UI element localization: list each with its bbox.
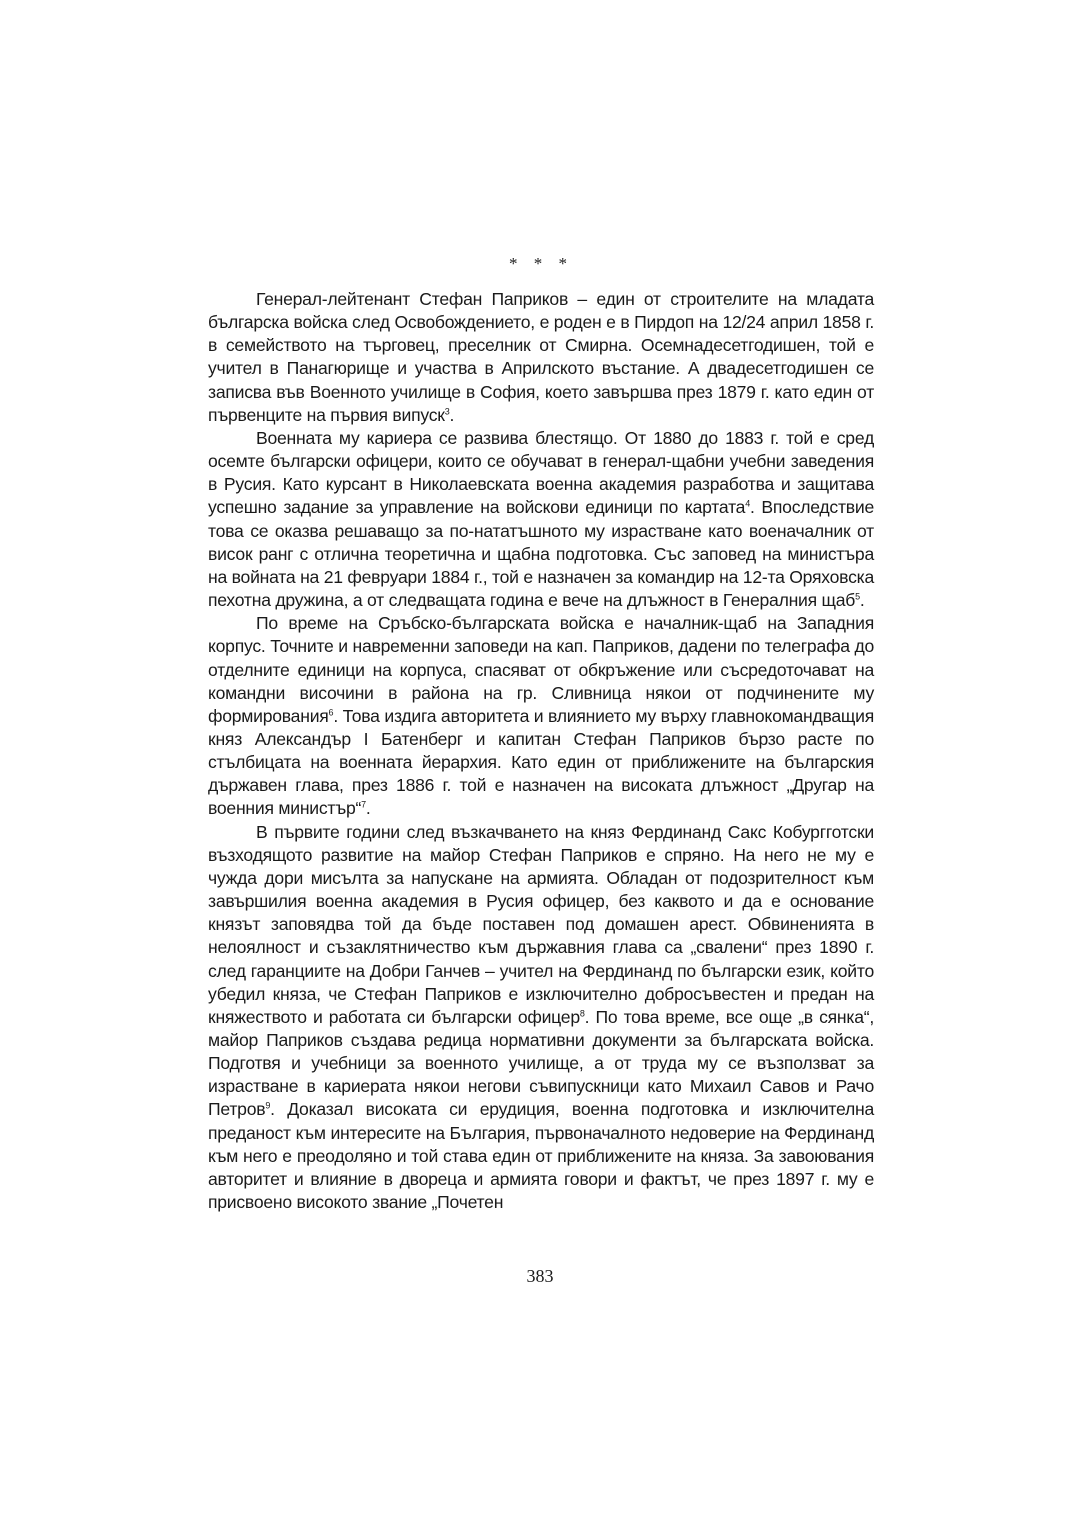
paragraph-text: .: [859, 590, 865, 611]
paragraph-text: . По това време, все още „в сянка“, майор Паприков създава редица нормативни документи за българската войска. Подготвя и учебници за военното училище, а от труда му се възползват за израстване в кариерата някои негови съвипускници като Михаил Савов и Рачо Петров: [208, 1006, 874, 1120]
paragraph-text: .: [449, 404, 455, 425]
paragraph-text: Военната му кариера се развива блестящо. От 1880 до 1883 г. той е сред осемте български офицери, които се обучават в генерал-щабни учебни заведения в Русия. Като курсант в Николаевската военна академия разработва и защитава успешно задание за управление на войскови единици по картата: [208, 427, 874, 518]
paragraph-text: В първите години след възкачването на княз Фердинанд Сакс Кобургготски възходящото развитие на майор Стефан Паприков е спряно. На него не му е чужда дори мисълта за напускане на армията. Обладан от подозрителност към завършилия военна академия в Русия офицер, без каквото и да е основание князът заповядва той да бъде поставен под домашен арест. Обвиненията в нелоялност и съзаклятничество към държавния глава са „свалени“ през 1890 г. след гаранциите на Добри Ганчев – учител на Фердинанд по български език, който убедил княза, че Стефан Паприков е изключително добросъвестен и предан на княжеството и работата си български офицер: [208, 821, 874, 1027]
paragraph-text: . Това издига авторитета и влиянието му върху главнокомандващия княз Александър I Батенберг и капитан Стефан Паприков бързо расте по стълбицата на военната йерархия. Като един от приближените на българския държавен глава, през 1886 г. той е назначен на високата длъжност „Другар на военния министър“: [208, 705, 874, 819]
section-separator: * * *: [509, 254, 573, 273]
footnote-ref: 3: [444, 406, 450, 417]
page-body: [208, 252, 874, 1214]
page-number: 383: [526, 1266, 554, 1286]
paragraph-text: .: [365, 798, 371, 819]
paragraph-text: . Впоследствие това се оказва решаващо за по-нататъшното му израстване като военачалник от висок ранг с отлична теоретична и щабна подготовка. Със заповед на министъра на войната на 21 февруари 1884 г., той е назначен за командир на 12-та Оряховска пехотна дружина, а от следващата година е вече на длъжност в Генералния щаб: [208, 497, 874, 611]
paragraph-1: [208, 288, 874, 427]
footnote-ref: 6: [328, 707, 334, 718]
paragraph-text: По време на Сръбско-българската войска е началник-щаб на Западния корпус. Точните и навременни заповеди на кап. Паприков, дадени по телеграфа до отделните единици на корпуса, спасяват от обкръжение или съсредоточават на командни височини в района на гр. Сливница някои от подчинените му формирования: [208, 613, 874, 726]
paragraph-3: [208, 612, 874, 820]
footnote-ref: 8: [579, 1008, 585, 1019]
paragraph-4: [208, 821, 874, 1215]
paragraph-text: . Доказал високата си ерудиция, военна подготовка и изключителна преданост към интересите на България, първоначалното недоверие на Фердинанд към него е преодоляно и той става един от приближените на княза. За завоювания авторитет и влияние в двореца и армията говори и фактът, че през 1897 г. му е присвоено високото звание „Почетен: [208, 1099, 874, 1213]
footnote-ref: 5: [855, 591, 860, 602]
paragraph-text: Генерал-лейтенант Стефан Паприков – един от строителите на младата българска войска след Освобождението, е роден е в Пирдоп на 12/24 април 1858 г. в семейството на търговец, преселник от Смирна. Осемнадесетгодишен, той е учител в Панагюрище и участва в Априлското въстание. А двадесетгодишен се записва във Военното училище в София, което завършва през 1879 г. като един от първенците на първия випуск: [208, 289, 874, 425]
footnote-ref: 7: [361, 799, 366, 810]
footnote-ref: 4: [745, 498, 750, 509]
paragraph-2: [208, 427, 874, 612]
footnote-ref: 9: [265, 1100, 271, 1111]
